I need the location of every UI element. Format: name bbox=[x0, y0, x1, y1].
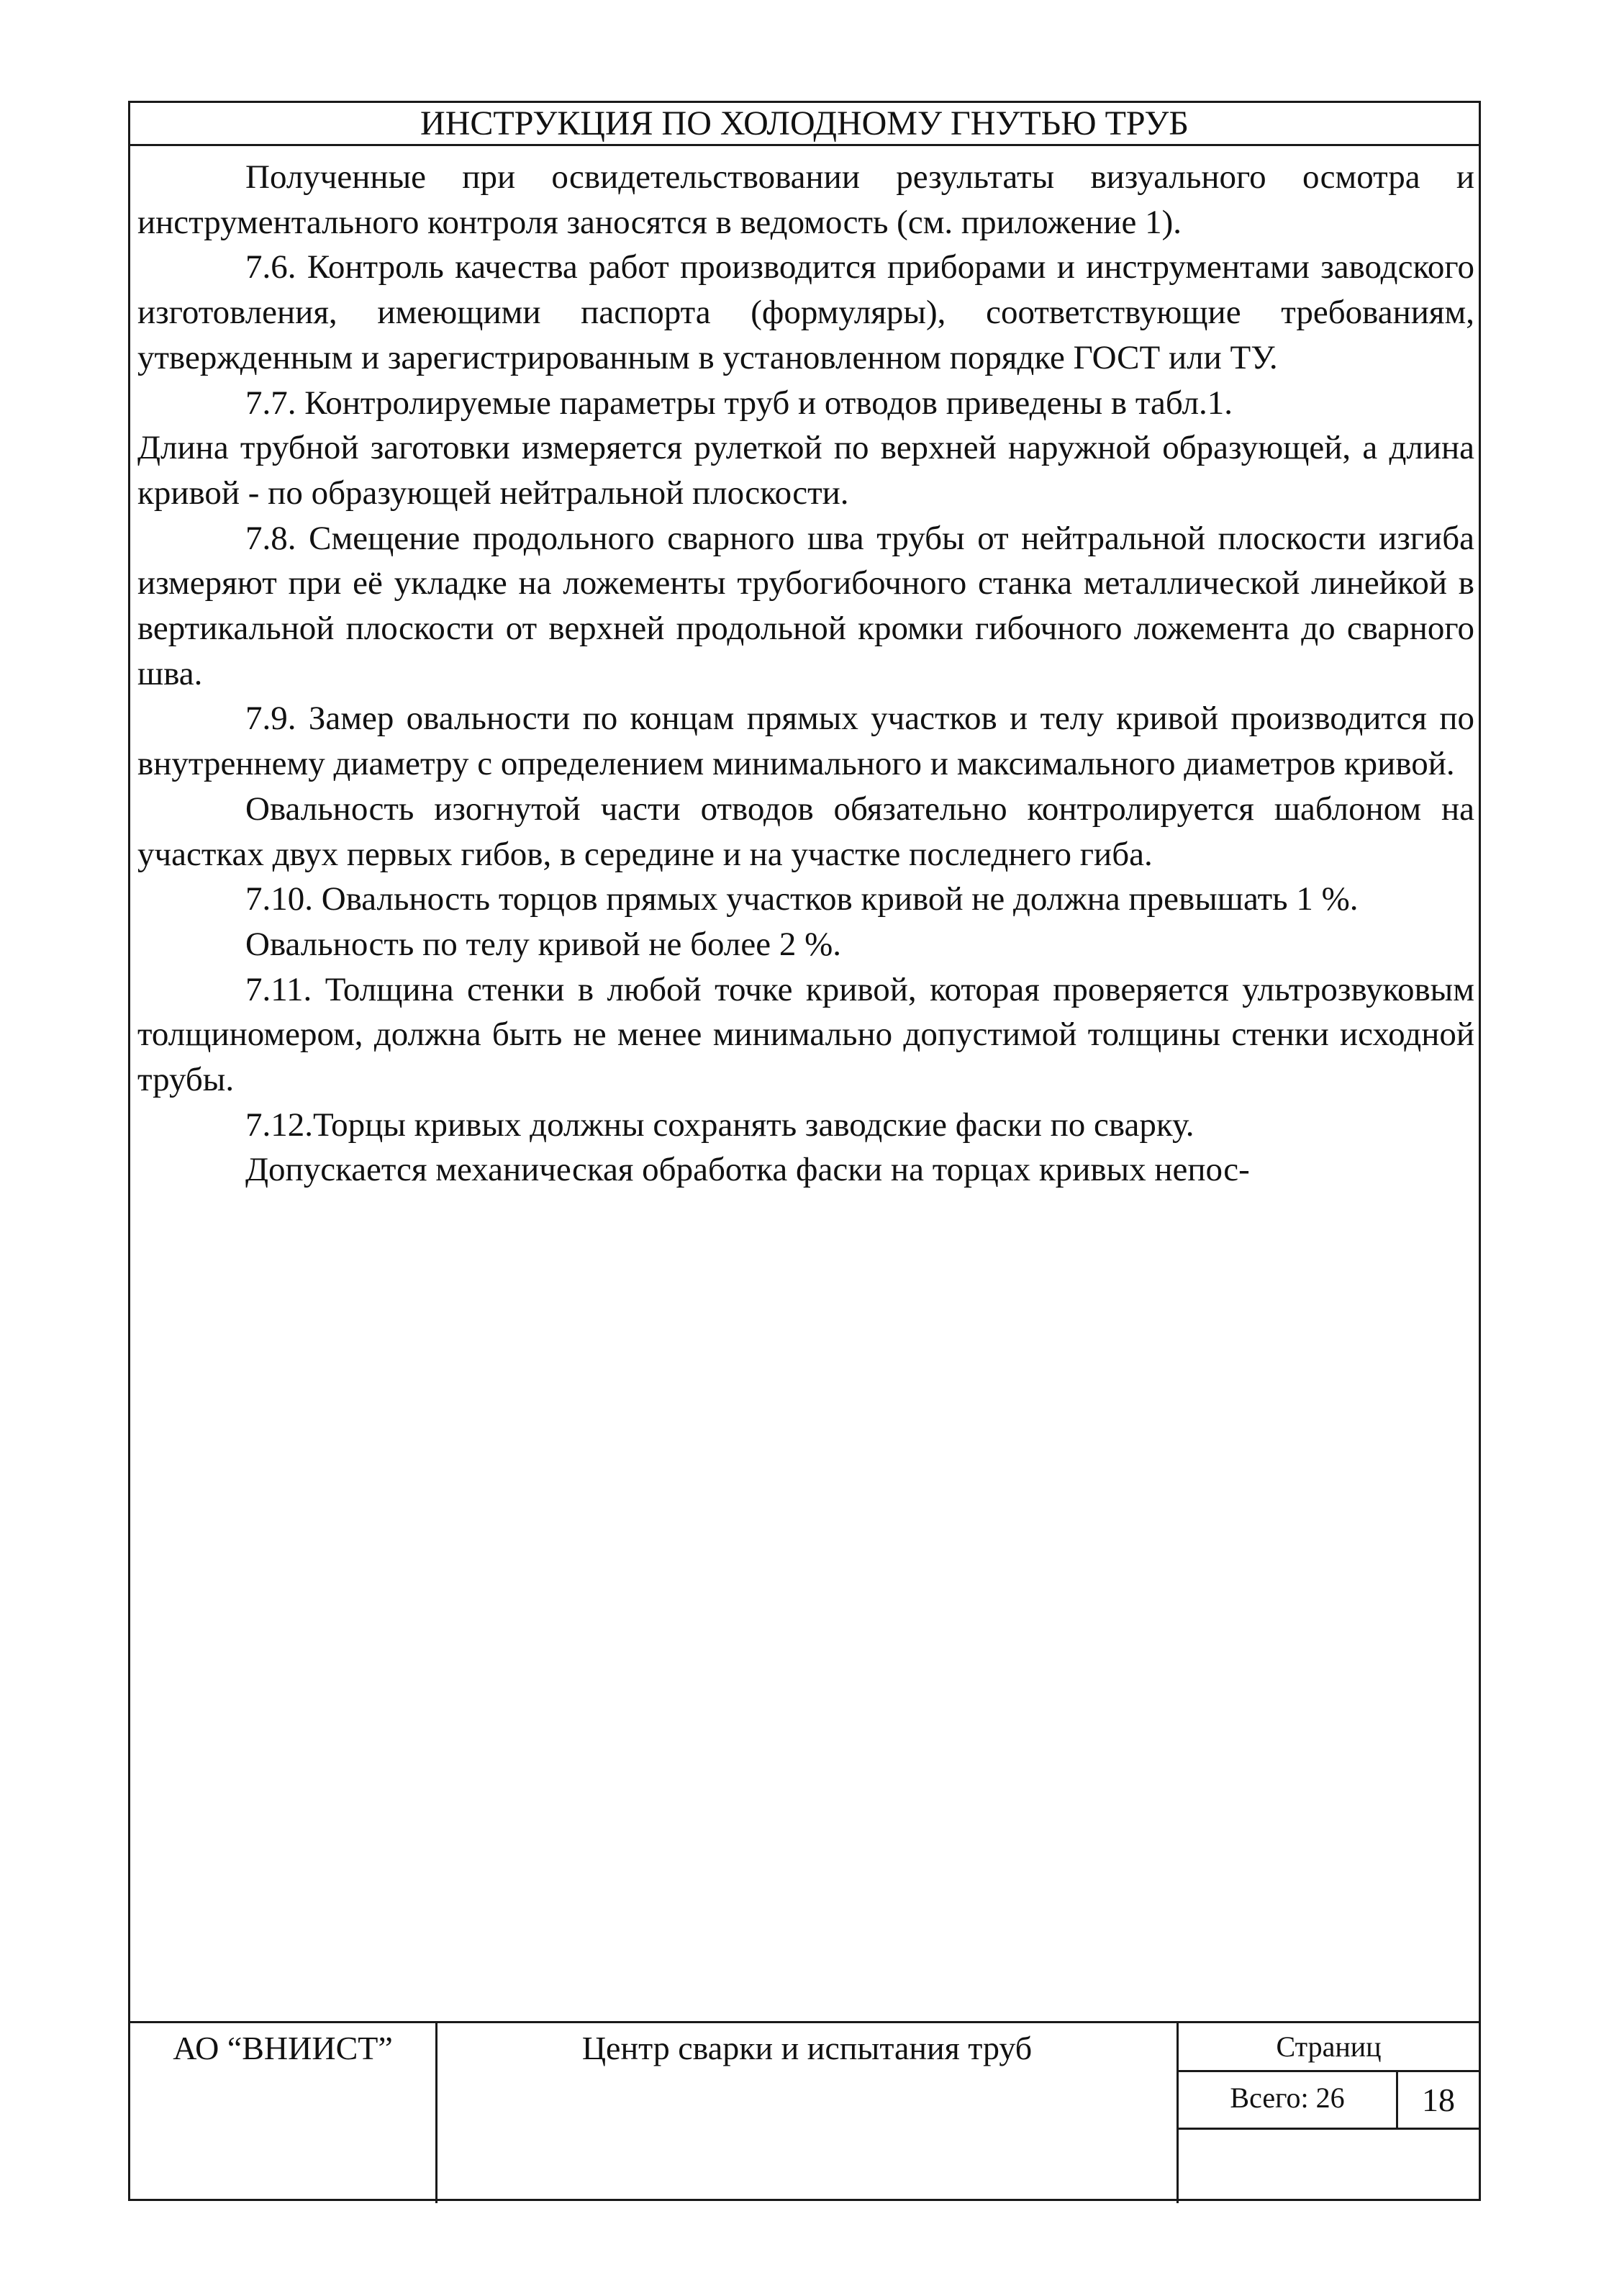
pages-label: Страниц bbox=[1179, 2023, 1479, 2072]
paragraph: 7.8. Смещение продольного сварного шва трубы от нейтральной плоскости изгиба измеряют при её укладке на ложементы трубогибочного станка металлической линейкой в вертикальной плоскости от верхней продольной кромки гибочного ложемента до сварного шва. bbox=[137, 519, 1474, 692]
page-title: ИНСТРУКЦИЯ ПО ХОЛОДНОМУ ГНУТЬЮ ТРУБ bbox=[130, 103, 1479, 146]
paragraph: 7.10. Овальность торцов прямых участков кривой не должна превышать 1 %. bbox=[245, 880, 1359, 918]
page-frame bbox=[128, 101, 1481, 2201]
paragraph: Овальность изогнутой части отводов обязательно контролируется шаблоном на участках двух первых гибов, в середине и на участке последнего гиба. bbox=[137, 790, 1474, 873]
paragraph: Овальность по телу кривой не более 2 %. bbox=[245, 925, 841, 963]
paragraph: 7.7. Контролируемые параметры труб и отводов приведены в табл.1. bbox=[245, 384, 1233, 422]
total-pages: Всего: 26 bbox=[1179, 2072, 1398, 2130]
document-body bbox=[137, 155, 1474, 1193]
department-name: Центр сварки и испытания труб bbox=[437, 2023, 1179, 2203]
title-block bbox=[130, 2021, 1479, 2203]
organization-name: АО “ВНИИСТ” bbox=[130, 2023, 437, 2203]
paragraph: Допускается механическая обработка фаски на торцах кривых непос- bbox=[245, 1151, 1250, 1189]
paragraph: 7.12.Торцы кривых должны сохранять заводские фаски по сварку. bbox=[245, 1106, 1194, 1144]
page-number: 18 bbox=[1398, 2072, 1479, 2130]
paragraph: Длина трубной заготовки измеряется рулеткой по верхней наружной образующей, а длина кривой - по образующей нейтральной плоскости. bbox=[137, 429, 1474, 512]
paragraph: 7.6. Контроль качества работ производится приборами и инструментами заводского изготовления, имеющими паспорта (формуляры), соответствующие требованиям, утвержденным и зарегистрированным в установленном порядке ГОСТ или ТУ. bbox=[137, 248, 1474, 376]
paragraph: Полученные при освидетельствовании результаты визуального осмотра и инструментального контроля заносятся в ведомость (см. приложение 1). bbox=[137, 158, 1474, 241]
paragraph: 7.11. Толщина стенки в любой точке кривой, которая проверяется ультрозвуковым толщиномером, должна быть не менее минимально допустимой толщины стенки исходной трубы. bbox=[137, 970, 1474, 1099]
paragraph: 7.9. Замер овальности по концам прямых участков и телу кривой производится по внутреннему диаметру с определением минимального и максимального диаметров кривой. bbox=[137, 700, 1474, 783]
